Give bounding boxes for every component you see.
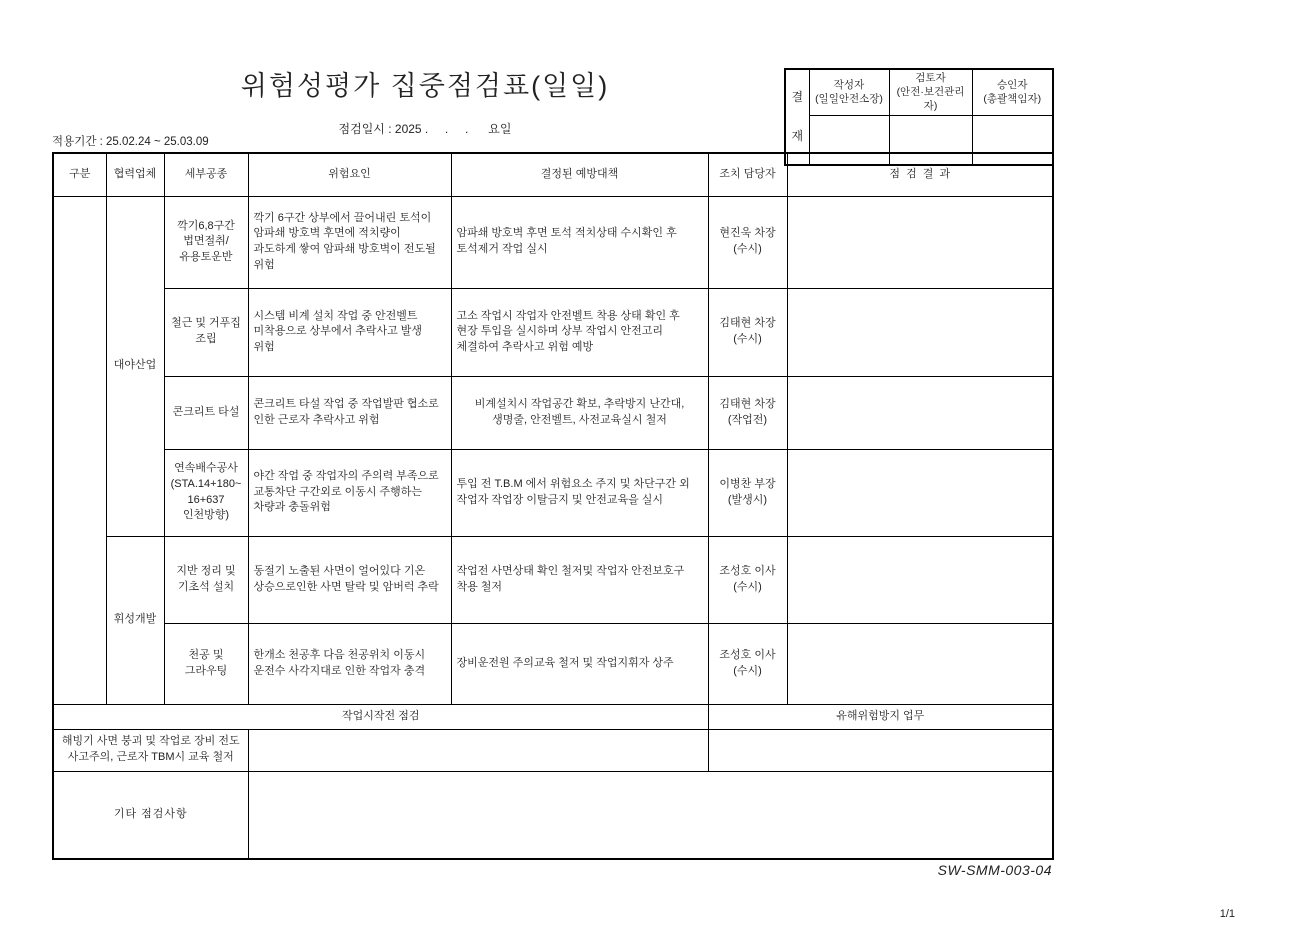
work-type-cell: 깍기6,8구간 법면절취/ 유용토운반 bbox=[164, 196, 248, 288]
result-cell bbox=[787, 623, 1053, 704]
application-period: 적용기간 : 25.02.24 ~ 25.03.09 bbox=[52, 136, 209, 148]
pre-work-check-header: 작업시작전 점검 bbox=[53, 704, 708, 729]
prevention-cell: 고소 작업시 작업자 안전벨트 착용 상태 확인 후 현장 투입을 실시하며 상부 작업시 안전고리 체결하여 추락사고 위험 예방 bbox=[451, 288, 708, 376]
col-header-prevention: 결정된 예방대책 bbox=[451, 153, 708, 196]
manager-name: 조성호 이사 bbox=[719, 564, 776, 577]
prevention-cell: 장비운전원 주의교육 철저 및 작업지휘자 상주 bbox=[451, 623, 708, 704]
manager-cell bbox=[708, 376, 787, 449]
partner-cell: 대야산업 bbox=[106, 196, 164, 536]
work-type-cell: 천공 및 그라우팅 bbox=[164, 623, 248, 704]
col-header-work-type: 세부공종 bbox=[164, 153, 248, 196]
section-header-row bbox=[53, 704, 1053, 729]
table-row bbox=[53, 623, 1053, 704]
risk-cell: 시스템 비계 설치 작업 중 안전벨트 미착용으로 상부에서 추락사고 발생 위험 bbox=[248, 288, 451, 376]
approval-stamp-bottom: 재 bbox=[791, 128, 804, 143]
table-row bbox=[53, 196, 1053, 288]
misc-check-label: 기타 점검사항 bbox=[53, 771, 248, 859]
prevention-cell: 작업전 사면상태 확인 철저및 작업자 안전보호구 착용 철저 bbox=[451, 536, 708, 623]
manager-name: 김태현 차장 bbox=[719, 397, 776, 410]
result-cell bbox=[787, 196, 1053, 288]
approval-approver-subtitle: (총괄책임자) bbox=[983, 93, 1042, 106]
page-number: 1/1 bbox=[1219, 908, 1235, 920]
manager-when: (수시) bbox=[733, 580, 762, 593]
manager-name: 현진욱 차장 bbox=[719, 227, 776, 240]
risk-cell: 한개소 천공후 다음 천공위치 이동시 운전수 사각지대로 인한 작업자 충격 bbox=[248, 623, 451, 704]
approval-writer-subtitle: (일일안전소장) bbox=[815, 93, 883, 106]
manager-name: 김태현 차장 bbox=[719, 317, 776, 330]
col-header-partner: 협력업체 bbox=[106, 153, 164, 196]
approval-approver-title: 승인자 bbox=[997, 79, 1028, 92]
prevention-cell: 비계설치시 작업공간 확보, 추락방지 난간대, 생명줄, 안전벨트, 사전교육실시 철저 bbox=[451, 376, 708, 449]
misc-row bbox=[53, 771, 1053, 859]
col-header-manager: 조치 담당자 bbox=[708, 153, 787, 196]
category-cell bbox=[53, 196, 106, 704]
hazard-prevention-header: 유해위험방지 업무 bbox=[708, 704, 1053, 729]
result-cell bbox=[787, 449, 1053, 536]
result-cell bbox=[787, 536, 1053, 623]
risk-cell: 동절기 노출된 사면이 얼어있다 기온 상승으로인한 사면 탈락 및 암버럭 추락 bbox=[248, 536, 451, 623]
work-type-cell: 콘크리트 타설 bbox=[164, 376, 248, 449]
approval-reviewer-header bbox=[889, 69, 972, 115]
misc-content-cell bbox=[248, 771, 1053, 859]
manager-when: (수시) bbox=[733, 243, 762, 255]
result-cell bbox=[787, 288, 1053, 376]
col-header-category: 구분 bbox=[53, 153, 106, 196]
manager-name: 이병찬 부장 bbox=[719, 477, 776, 490]
manager-cell bbox=[708, 288, 787, 376]
manager-cell bbox=[708, 449, 787, 536]
approval-reviewer-title: 검토자 bbox=[915, 72, 946, 84]
partner-cell: 휘성개발 bbox=[106, 536, 164, 704]
manager-cell bbox=[708, 623, 787, 704]
table-row bbox=[53, 449, 1053, 536]
page-title: 위험성평가 집중점검표(일일) bbox=[240, 71, 610, 101]
approval-stamp-top: 결 bbox=[791, 89, 804, 104]
table-row bbox=[53, 536, 1053, 623]
header-row bbox=[53, 153, 1053, 196]
manager-when: (발생시) bbox=[727, 493, 768, 506]
approval-stamp-label bbox=[785, 69, 809, 165]
work-type-cell: 철근 및 거푸집 조립 bbox=[164, 288, 248, 376]
manager-when: (작업전) bbox=[727, 413, 768, 426]
section-content-row bbox=[53, 729, 1053, 771]
approval-stamp-gap bbox=[787, 104, 808, 130]
risk-cell: 콘크리트 타설 작업 중 작업발판 협소로 인한 근로자 추락사고 위험 bbox=[248, 376, 451, 449]
inspection-datetime: 점검일시 : 2025 . . . 요일 bbox=[338, 122, 512, 136]
table-row bbox=[53, 288, 1053, 376]
manager-cell bbox=[708, 196, 787, 288]
manager-when: (수시) bbox=[733, 664, 762, 677]
risk-cell: 깍기 6구간 상부에서 끌어내린 토석이 암파쇄 방호벽 후면에 적치량이 과도하게 쌓여 암파쇄 방호벽이 전도될 위험 bbox=[248, 196, 451, 288]
result-cell bbox=[787, 376, 1053, 449]
pre-work-content-cell bbox=[248, 729, 708, 771]
pre-work-note-cell: 해빙기 사면 붕괴 및 작업로 장비 전도 사고주의, 근로자 TBM시 교육 철저 bbox=[53, 729, 248, 771]
hazard-content-cell bbox=[708, 729, 1053, 771]
prevention-cell: 암파쇄 방호벽 후면 토석 적치상태 수시확인 후 토석제거 작업 실시 bbox=[451, 196, 708, 288]
checklist-table bbox=[52, 152, 1054, 860]
prevention-cell: 투입 전 T.B.M 에서 위험요소 주지 및 차단구간 외 작업자 작업장 이탈금지 및 안전교육을 실시 bbox=[451, 449, 708, 536]
work-type-cell: 지반 정리 및 기초석 설치 bbox=[164, 536, 248, 623]
approval-writer-title: 작성자 bbox=[833, 79, 865, 92]
approval-writer-header bbox=[809, 69, 889, 115]
approval-box bbox=[784, 68, 1054, 166]
manager-when: (수시) bbox=[733, 333, 762, 345]
manager-cell bbox=[708, 536, 787, 623]
risk-cell: 야간 작업 중 작업자의 주의력 부족으로 교통차단 구간외로 이동시 주행하는 차량과 충돌위험 bbox=[248, 449, 451, 536]
approval-approver-header bbox=[972, 69, 1053, 115]
approval-reviewer-subtitle: (안전·보건관리자) bbox=[896, 86, 965, 113]
table-row bbox=[53, 376, 1053, 449]
manager-name: 조성호 이사 bbox=[719, 648, 776, 661]
col-header-risk-factor: 위험요인 bbox=[248, 153, 451, 196]
col-header-result: 점 검 결 과 bbox=[787, 153, 1053, 196]
work-type-cell: 연속배수공사 (STA.14+180~ 16+637 인천방향) bbox=[164, 449, 248, 536]
document-number: SW-SMM-003-04 bbox=[937, 862, 1052, 878]
